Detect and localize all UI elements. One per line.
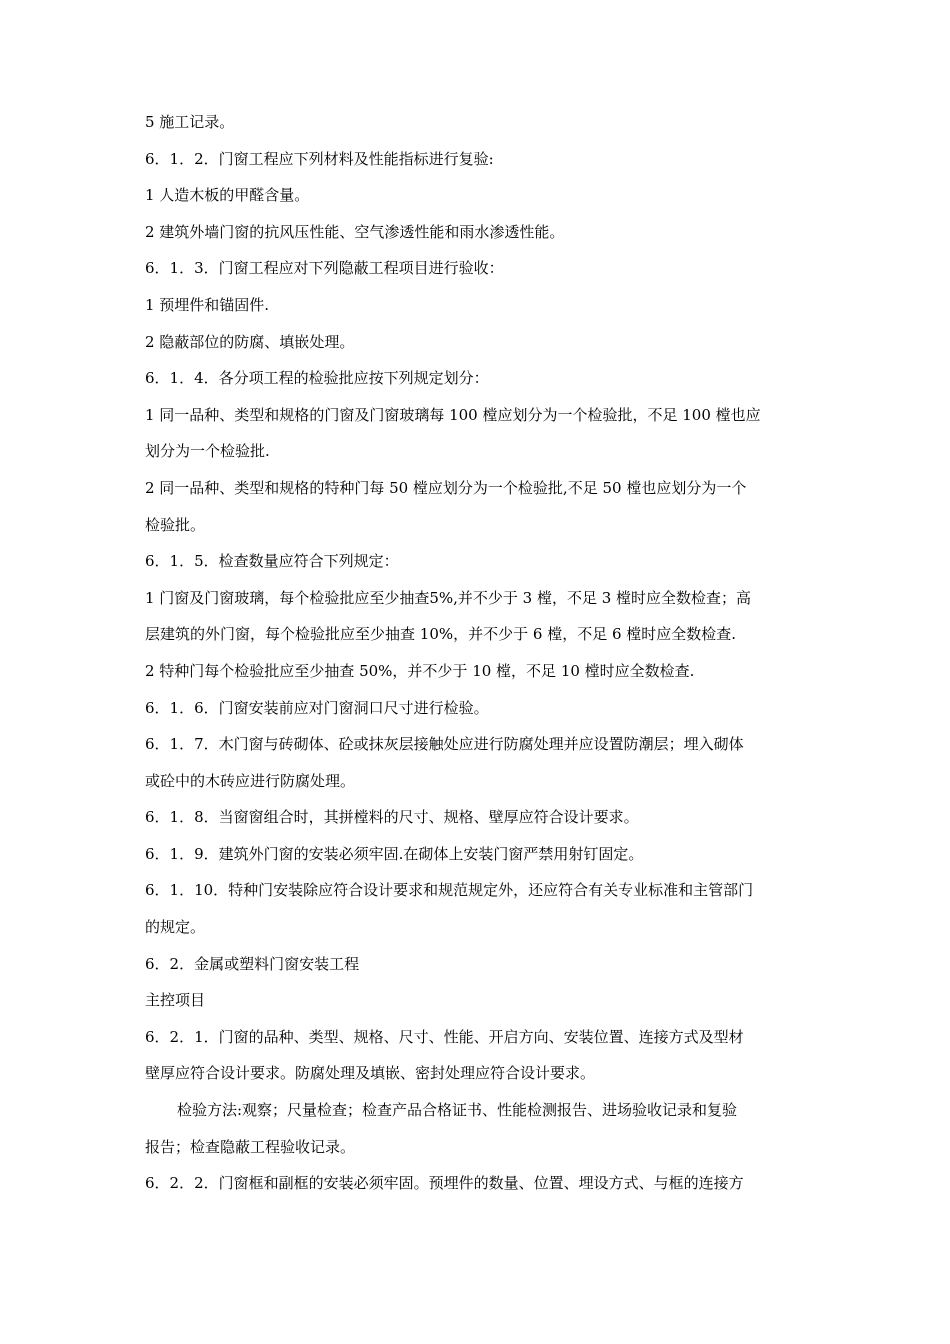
text-line: 报告；检查隐蔽工程验收记录。 xyxy=(145,1137,356,1156)
text-line: 层建筑的外门窗，每个检验批应至少抽查 10%，并不少于 6 樘，不足 6 樘时应全数检查. xyxy=(145,625,737,644)
text-line: 或砼中的木砖应进行防腐处理。 xyxy=(145,771,356,790)
section-heading: 6．1．4．各分项工程的检验批应按下列规定划分： xyxy=(145,369,489,388)
section-heading: 6．1．5．检查数量应符合下列规定： xyxy=(145,552,399,571)
text-line: 壁厚应符合设计要求。防腐处理及填嵌、密封处理应符合设计要求。 xyxy=(145,1064,596,1083)
text-line: 的规定。 xyxy=(145,918,206,937)
text-line: 1 预埋件和锚固件. xyxy=(145,295,270,314)
text-line: 2 特种门每个检验批应至少抽查 50%，并不少于 10 樘，不足 10 樘时应全数检查. xyxy=(145,661,695,680)
section-heading: 6．2．2．门窗框和副框的安装必须牢固。预埋件的数量、位置、埋设方式、与框的连接方 xyxy=(145,1174,744,1193)
section-heading: 6．1．2．门窗工程应下列材料及性能指标进行复验: xyxy=(145,149,494,168)
section-heading: 6．1．9．建筑外门窗的安装必须牢固.在砌体上安装门窗严禁用射钉固定。 xyxy=(145,844,644,863)
text-line: 2 建筑外墙门窗的抗风压性能、空气渗透性能和雨水渗透性能。 xyxy=(145,222,565,241)
section-heading: 6．1．7．木门窗与砖砌体、砼或抹灰层接触处应进行防腐处理并应设置防潮层；埋入砌体 xyxy=(145,735,744,754)
subsection-heading: 主控项目 xyxy=(145,991,206,1010)
text-line: 检验批。 xyxy=(145,515,206,534)
section-heading: 6．1．3．门窗工程应对下列隐蔽工程项目进行验收： xyxy=(145,259,504,278)
text-line: 2 同一品种、类型和规格的特种门每 50 樘应划分为一个检验批,不足 50 樘也应划分为一个 xyxy=(145,478,747,497)
text-line: 1 门窗及门窗玻璃，每个检验批应至少抽查5%,并不少于 3 樘，不足 3 樘时应全数检查；高 xyxy=(145,588,752,607)
section-heading: 6．2．1．门窗的品种、类型、规格、尺寸、性能、开启方向、安装位置、连接方式及型材 xyxy=(145,1027,744,1046)
text-line: 划分为一个检验批. xyxy=(145,442,270,461)
text-line: 1 人造木板的甲醛含量。 xyxy=(145,186,310,205)
section-heading: 6．1．8．当窗窗组合时，其拼樘料的尺寸、规格、壁厚应符合设计要求。 xyxy=(145,808,639,827)
section-heading: 6．1．6．门窗安装前应对门窗洞口尺寸进行检验。 xyxy=(145,698,489,717)
inspection-method-line: 检验方法:观察；尺量检查；检查产品合格证书、性能检测报告、进场验收记录和复验 xyxy=(177,1101,738,1120)
chapter-heading: 6．2．金属或塑料门窗安装工程 xyxy=(145,954,360,973)
text-line: 1 同一品种、类型和规格的门窗及门窗玻璃每 100 樘应划分为一个检验批，不足 100 樘也应 xyxy=(145,405,761,424)
document-body xyxy=(145,104,815,1202)
text-line: 5 施工记录。 xyxy=(145,113,235,131)
text-line: 2 隐蔽部位的防腐、填嵌处理。 xyxy=(145,332,355,351)
section-heading: 6．1．10．特种门安装除应符合设计要求和规范规定外，还应符合有关专业标准和主管部门 xyxy=(145,881,754,900)
